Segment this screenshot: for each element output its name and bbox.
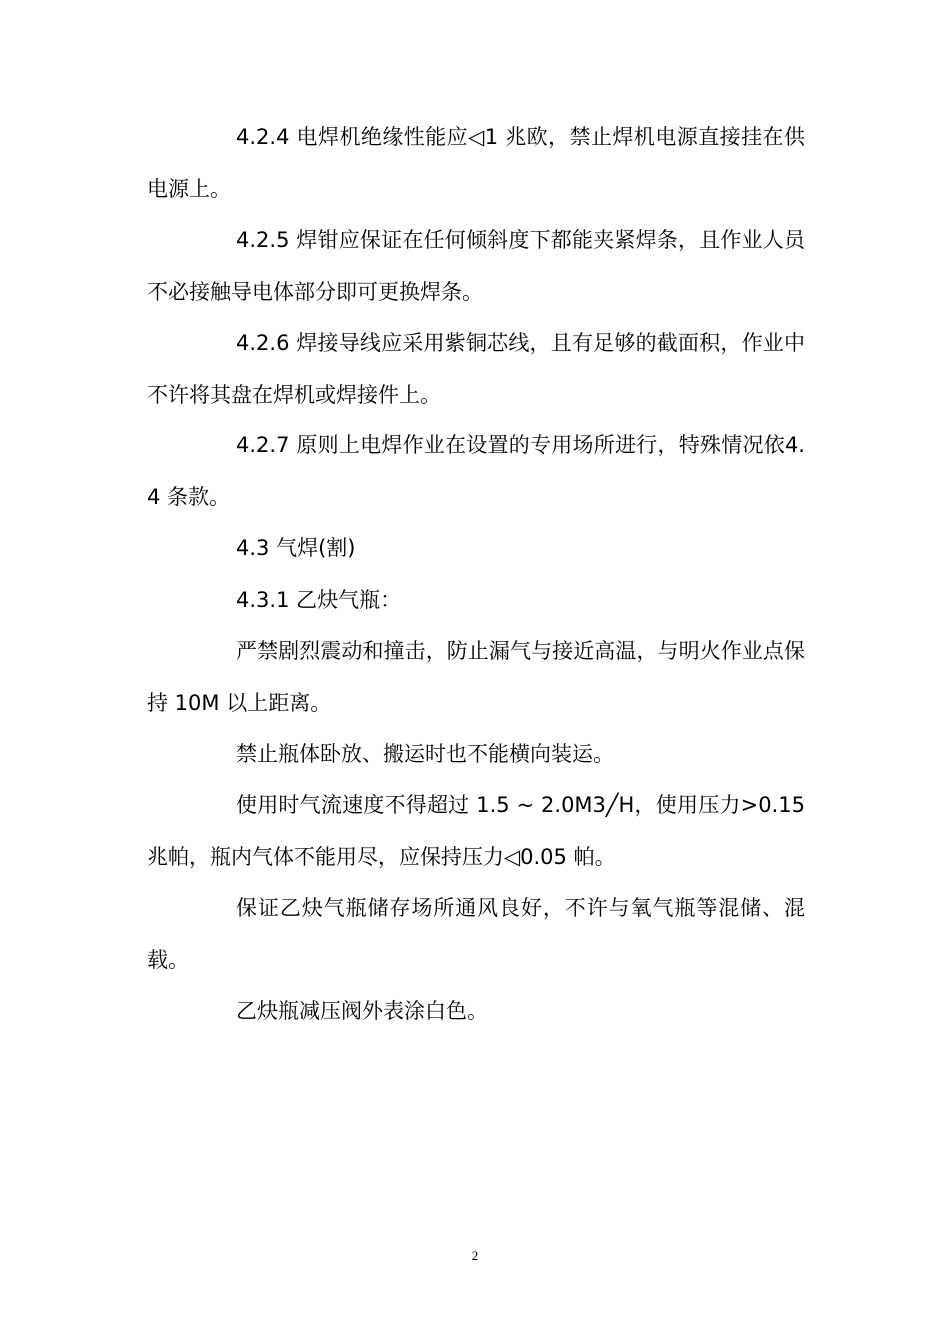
subsection-heading-4-3-1: 4.3.1 乙炔气瓶： — [236, 588, 402, 612]
paragraph-storage: 保证乙炔气瓶储存场所通风良好，不许与氧气瓶等混储、混载。 — [147, 896, 805, 972]
paragraph-4-2-5: 4.2.5 焊钳应保证在任何倾斜度下都能夹紧焊条，且作业人员不必接触导电体部分即可更换焊条。 — [147, 228, 805, 304]
paragraph-valve-color: 乙炔瓶减压阀外表涂白色。 — [236, 999, 488, 1023]
page-number: 2 — [471, 1248, 479, 1263]
paragraph-4-2-7: 4.2.7 原则上电焊作业在设置的专用场所进行，特殊情况依4.4 条款。 — [147, 433, 805, 509]
paragraph-4-2-6: 4.2.6 焊接导线应采用紫铜芯线，且有足够的截面积，作业中不许将其盘在焊机或焊接件上。 — [147, 331, 805, 407]
paragraph-flow-pressure: 使用时气流速度不得超过 1.5 ~ 2.0M3╱H，使用压力>0.15 兆帕，瓶内气体不能用尽，应保持压力◁0.05 帕。 — [147, 793, 805, 869]
paragraph-no-horizontal: 禁止瓶体卧放、搬运时也不能横向装运。 — [236, 742, 614, 766]
paragraph-shock-prohibition: 严禁剧烈震动和撞击，防止漏气与接近高温，与明火作业点保持 10M 以上距离。 — [147, 639, 805, 715]
paragraph-4-2-4: 4.2.4 电焊机绝缘性能应◁1 兆欧，禁止焊机电源直接挂在供电源上。 — [147, 125, 805, 201]
section-heading-4-3: 4.3 气焊(割) — [236, 536, 356, 560]
